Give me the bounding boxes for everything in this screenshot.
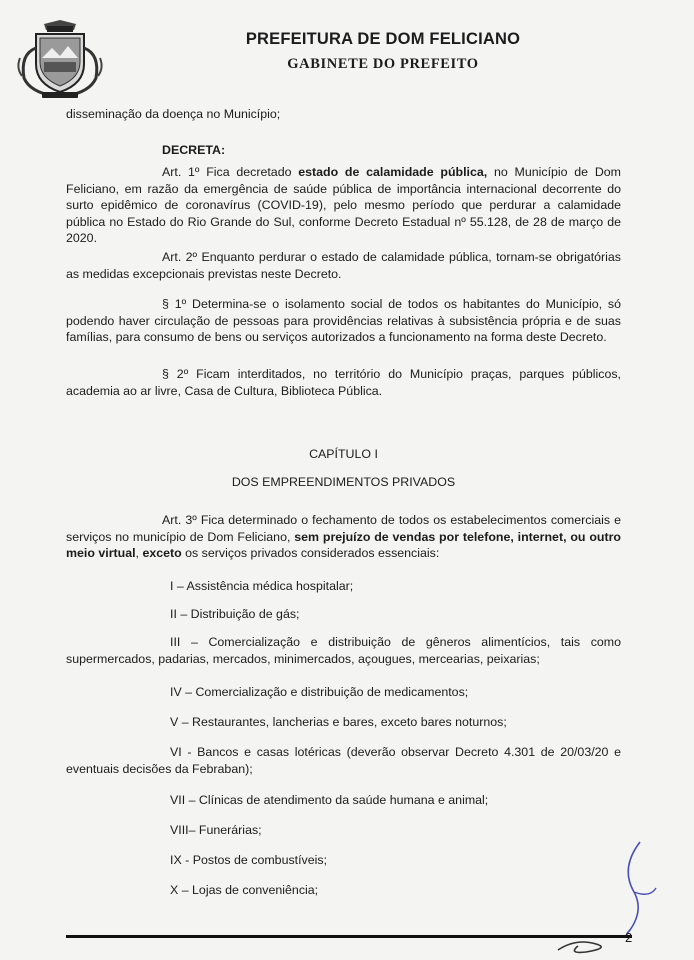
paragraph-1: § 1º Determina-se o isolamento social de todos os habitantes do Município, só podendo haver circulação de pessoas para providências relativas à subsistência própria e de suas famílias, para consumo de bens ou serviços autorizados a funcionamento na forma deste Decreto. [66,297,621,344]
item-vii: VII – Clínicas de atendimento da saúde humana e animal; [170,793,489,807]
article-1 [66,164,621,247]
header-title: PREFEITURA DE DOM FELICIANO [245,30,521,48]
item-ix: IX - Postos de combustíveis; [170,853,328,867]
item-v: V – Restaurantes, lancherias e bares, exceto bares noturnos; [170,715,507,729]
item-x: X – Lojas de conveniência; [170,883,319,897]
handwritten-signature [600,838,670,938]
item-ii: II – Distribuição de gás; [170,607,300,621]
article-3-comma: , [135,546,143,560]
item-iv: IV – Comercialização e distribuição de medicamentos; [170,685,469,699]
chapter-title: DOS EMPREENDIMENTOS PRIVADOS [231,475,456,489]
article-1-lead: Art. 1º Fica decretado [162,165,299,179]
item-i: I – Assistência médica hospitalar; [170,579,354,593]
article-2: Art. 2º Enquanto perdurar o estado de calamidade pública, tornam-se obrigatórias as medidas excepcionais previstas neste Decreto. [66,250,621,281]
article-3-rest: os serviços privados considerados essenciais: [181,546,440,560]
paragraph-2: § 2º Ficam interditados, no território do Município praças, parques públicos, academia ao ar livre, Casa de Cultura, Biblioteca Pública. [66,367,621,398]
initials-flourish [556,936,616,956]
item-iii: III – Comercialização e distribuição de gêneros alimentícios, tais como supermercados, padarias, mercados, minimercados, açougues, mercearias, peixarias; [66,635,621,666]
article-3 [66,512,621,562]
continuation-line: disseminação da doença no Município; [66,107,281,121]
page-number: 2 [625,930,633,945]
article-3-bold-exception: sem prejuízo de vendas por telefone, internet, ou outro meio virtual [66,529,621,560]
item-viii: VIII– Funerárias; [170,823,262,837]
article-1-bold: estado de calamidade pública, [298,165,488,179]
chapter-heading: CAPÍTULO I [309,447,378,461]
article-3-lead: Art. 3º Fica determinado o fechamento de todos os estabelecimentos comerciais e serviços no município de Dom Feliciano, [66,513,621,544]
header-subtitle: GABINETE DO PREFEITO [287,56,479,72]
footer-rule [66,935,632,938]
article-3-bold-exceto: exceto [142,546,182,560]
item-vi: VI - Bancos e casas lotéricas (deverão observar Decreto 4.301 de 20/03/20 e eventuais decisões da Febraban); [66,745,621,776]
decreta-heading: DECRETA: [162,143,226,157]
article-1-rest: no Município de Dom Feliciano, em razão da emergência de saúde pública de importância internacional decorrente do surto epidêmico de coronavírus (COVID-19), pelo mesmo período que perdurar a calamidade pública no Estado do Rio Grande do Sul, conforme Decreto Estadual nº 55.128, de 28 de março de 2020. [66,165,621,245]
